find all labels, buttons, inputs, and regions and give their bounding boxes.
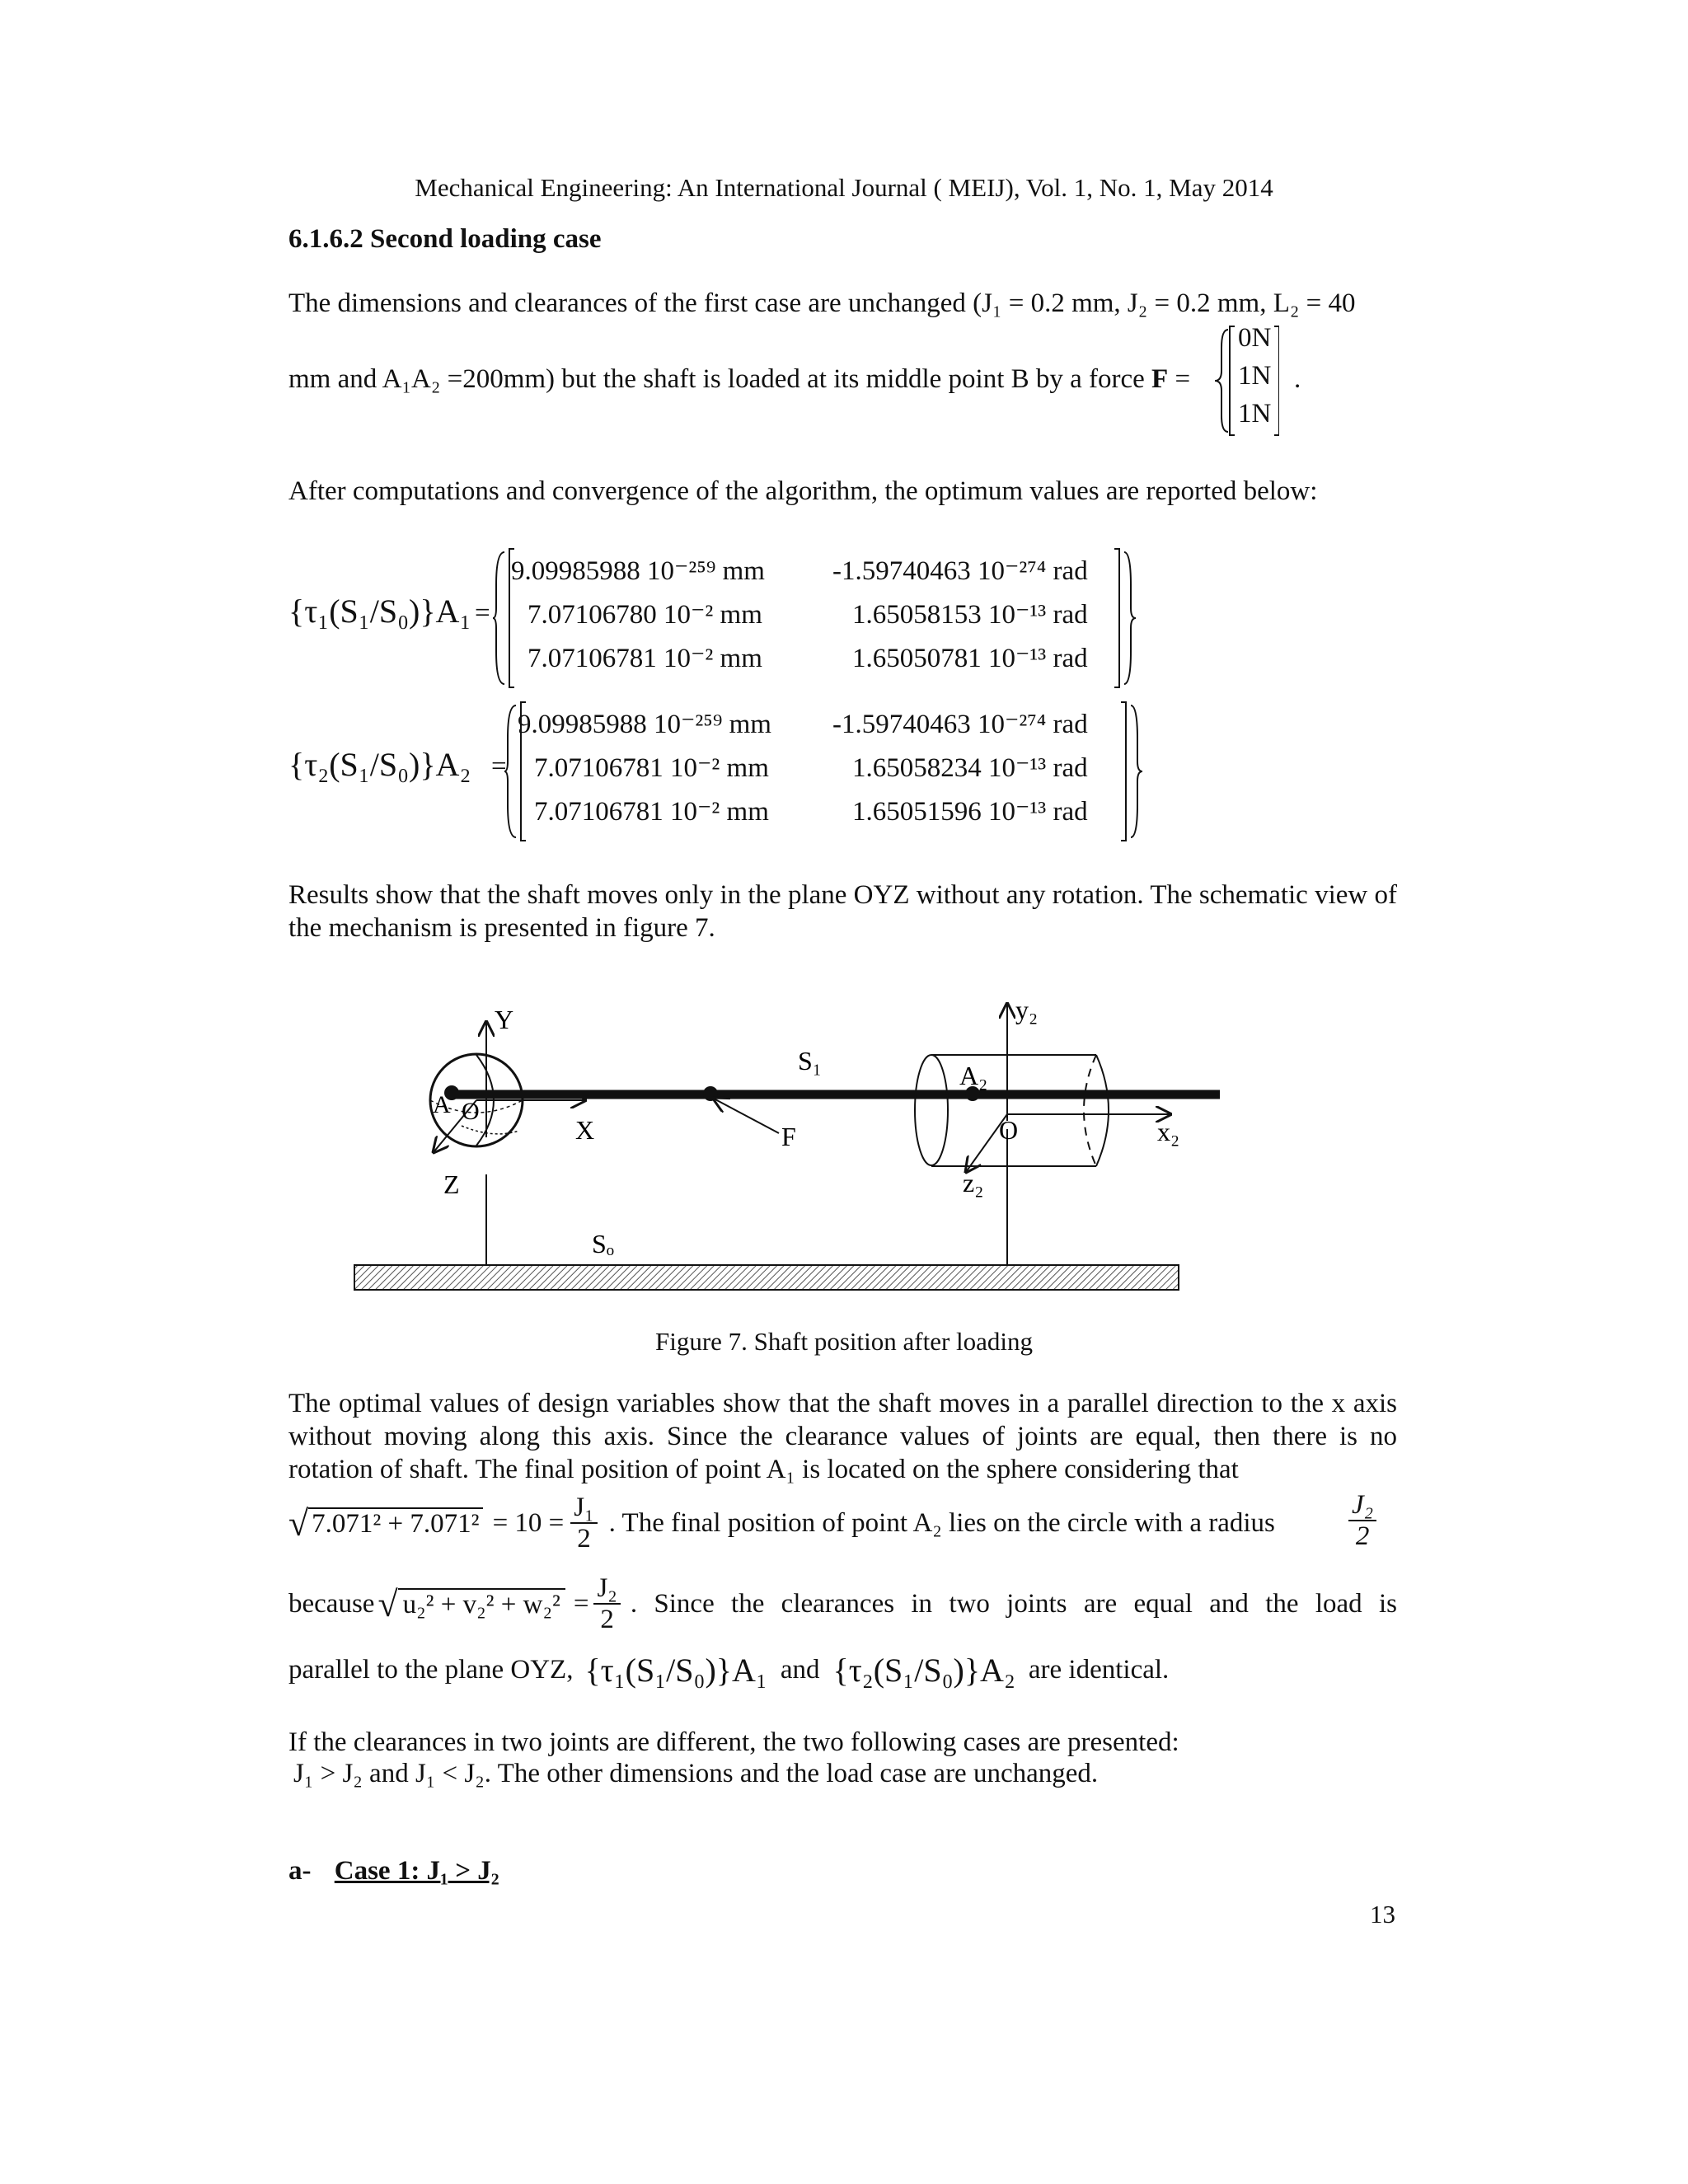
intro-line-2: mm and A₁A₂ =200mm) but the shaft is loaded at its middle point B by a force F = xyxy=(288,364,1191,394)
because-line xyxy=(288,1569,1397,1638)
parallel-line-tau2: {τ₂(S₁/S₀)}A₂ xyxy=(832,1651,1015,1689)
ground-frame xyxy=(354,1265,1179,1290)
torsor2-row3-translation: 7.07106781 10⁻² mm xyxy=(534,797,769,827)
figure-caption: Figure 7. Shaft position after loading xyxy=(654,1327,1034,1356)
fraction-j2-over-2 xyxy=(1348,1490,1376,1551)
label-Y: Y xyxy=(495,1005,514,1034)
torsor2-row2-rotation: 1.65058234 10⁻¹³ rad xyxy=(852,753,1088,783)
after-text: After computations and convergence of the algorithm, the optimum values are reported below: xyxy=(288,476,1318,506)
torsor2-label: {τ₂(S₁/S₀)}A₂ xyxy=(288,746,471,783)
label-O2: O xyxy=(999,1115,1019,1145)
fraction-j2-denominator: 2 xyxy=(1355,1521,1370,1551)
label-S1: S₁ xyxy=(798,1046,822,1076)
intro-line-2-text: mm and A₁A₂ =200mm) but the shaft is loaded at its middle point B by a force xyxy=(288,364,1145,394)
fraction-j2-numerator: J₂ xyxy=(1348,1490,1376,1521)
sqrt-expression-2: u₂² + v₂² + w₂² xyxy=(398,1588,565,1620)
torsor1-equals: = xyxy=(475,598,490,628)
sqrt-sign: √ xyxy=(288,1502,309,1544)
force-symbol: F xyxy=(1151,364,1169,394)
force-arrow xyxy=(714,1099,779,1133)
parallel-line-tau1: {τ₁(S₁/S₀)}A₁ xyxy=(584,1651,767,1689)
equation-line-text: . The final position of point A₂ lies on the circle with a radius xyxy=(608,1507,1275,1538)
intro-period: . xyxy=(1294,364,1301,394)
torsor2-row1-rotation: -1.59740463 10⁻²⁷⁴ rad xyxy=(832,710,1088,739)
label-A2: A₂ xyxy=(959,1061,988,1090)
label-Z: Z xyxy=(443,1169,460,1199)
label-X: X xyxy=(575,1115,595,1145)
results-paragraph: Results show that the shaft moves only in the plane OYZ without any rotation. The schematic view of the mechanism is presented in figure 7. xyxy=(288,880,1397,943)
parallel-line-start: parallel to the plane OYZ, xyxy=(288,1654,574,1685)
label-O1: O xyxy=(462,1098,480,1125)
torsor1-row3-rotation: 1.65050781 10⁻¹³ rad xyxy=(852,644,1088,673)
torsor2-row3-rotation: 1.65051596 10⁻¹³ rad xyxy=(852,797,1088,827)
label-A: A xyxy=(433,1091,451,1118)
cylinder-left-face xyxy=(915,1055,948,1165)
page-number: 13 xyxy=(1370,1900,1395,1929)
torsor1-row1-rotation: -1.59740463 10⁻²⁷⁴ rad xyxy=(832,556,1088,586)
torsor1-row2-translation: 7.07106780 10⁻² mm xyxy=(528,600,762,630)
fraction-j2b-denominator: 2 xyxy=(600,1605,614,1634)
force-y: 1N xyxy=(1238,361,1272,391)
fraction-j1-over-2 xyxy=(570,1493,597,1554)
force-x: 0N xyxy=(1238,323,1272,353)
equation-line xyxy=(288,1488,1275,1558)
case-prefix: a- xyxy=(288,1856,312,1886)
fraction-j2b-numerator: J₂ xyxy=(593,1573,620,1605)
parallel-line-end: are identical. xyxy=(1028,1654,1170,1685)
sqrt-sign-2: √ xyxy=(377,1583,398,1624)
case-title: Case 1: J₁ > J₂ xyxy=(334,1856,499,1886)
parallel-line xyxy=(288,1645,1169,1694)
torsor1-row1-translation: 9.09985988 10⁻²⁵⁹ mm xyxy=(511,556,765,586)
label-z2: z₂ xyxy=(963,1168,984,1197)
label-S0: Sₒ xyxy=(592,1229,615,1258)
because-equals: = xyxy=(573,1588,589,1619)
label-F: F xyxy=(781,1122,796,1151)
force-z: 1N xyxy=(1238,399,1272,429)
section-title: 6.1.6.2 Second loading case xyxy=(288,224,602,254)
because-word: because xyxy=(288,1588,375,1619)
because-line-text: . Since the clearances in two joints are equal and the load is xyxy=(630,1588,1397,1619)
torsor1-row3-translation: 7.07106781 10⁻² mm xyxy=(528,644,762,673)
fraction-j2-over-2-b xyxy=(593,1573,620,1634)
sqrt-expression: 7.071² + 7.071² xyxy=(308,1507,482,1540)
figure-7-schematic xyxy=(0,989,1688,1319)
torsor1-row2-rotation: 1.65058153 10⁻¹³ rad xyxy=(852,600,1088,630)
clearance-line-2: J₁ > J₂ and J₁ < J₂. The other dimensions and the load case are unchanged. xyxy=(293,1759,1099,1788)
intro-line-1: The dimensions and clearances of the first case are unchanged (J₁ = 0.2 mm, J₂ = 0.2 mm, L₂ = 40 xyxy=(288,288,1356,318)
torsor1-label: {τ₁(S₁/S₀)}A₁ xyxy=(288,593,471,630)
optimal-paragraph: The optimal values of design variables show that the shaft moves in a parallel direction to the x axis without moving along this axis. Since the clearance values of joints are equal, then there is no rotation of shaft. The final position of point A₁ is located on the sphere considering that xyxy=(288,1389,1397,1484)
journal-header: Mechanical Engineering: An International Journal ( MEIJ), Vol. 1, No. 1, May 2014 xyxy=(415,173,1273,202)
equals-ten: = 10 = xyxy=(492,1507,565,1538)
torsor2-row1-translation: 9.09985988 10⁻²⁵⁹ mm xyxy=(518,710,771,739)
fraction-j1-denominator: 2 xyxy=(577,1524,591,1554)
torsor2-equals: = xyxy=(491,752,507,781)
label-x2: x₂ xyxy=(1157,1117,1180,1146)
force-vector xyxy=(1230,323,1279,437)
fraction-j1-numerator: J₁ xyxy=(570,1493,597,1524)
label-y2: y₂ xyxy=(1015,995,1039,1024)
case-heading xyxy=(288,1856,499,1886)
parallel-line-and: and xyxy=(780,1654,820,1685)
torsor2-row2-translation: 7.07106781 10⁻² mm xyxy=(534,753,769,783)
clearance-line-1: If the clearances in two joints are different, the two following cases are presented: xyxy=(288,1727,1179,1757)
